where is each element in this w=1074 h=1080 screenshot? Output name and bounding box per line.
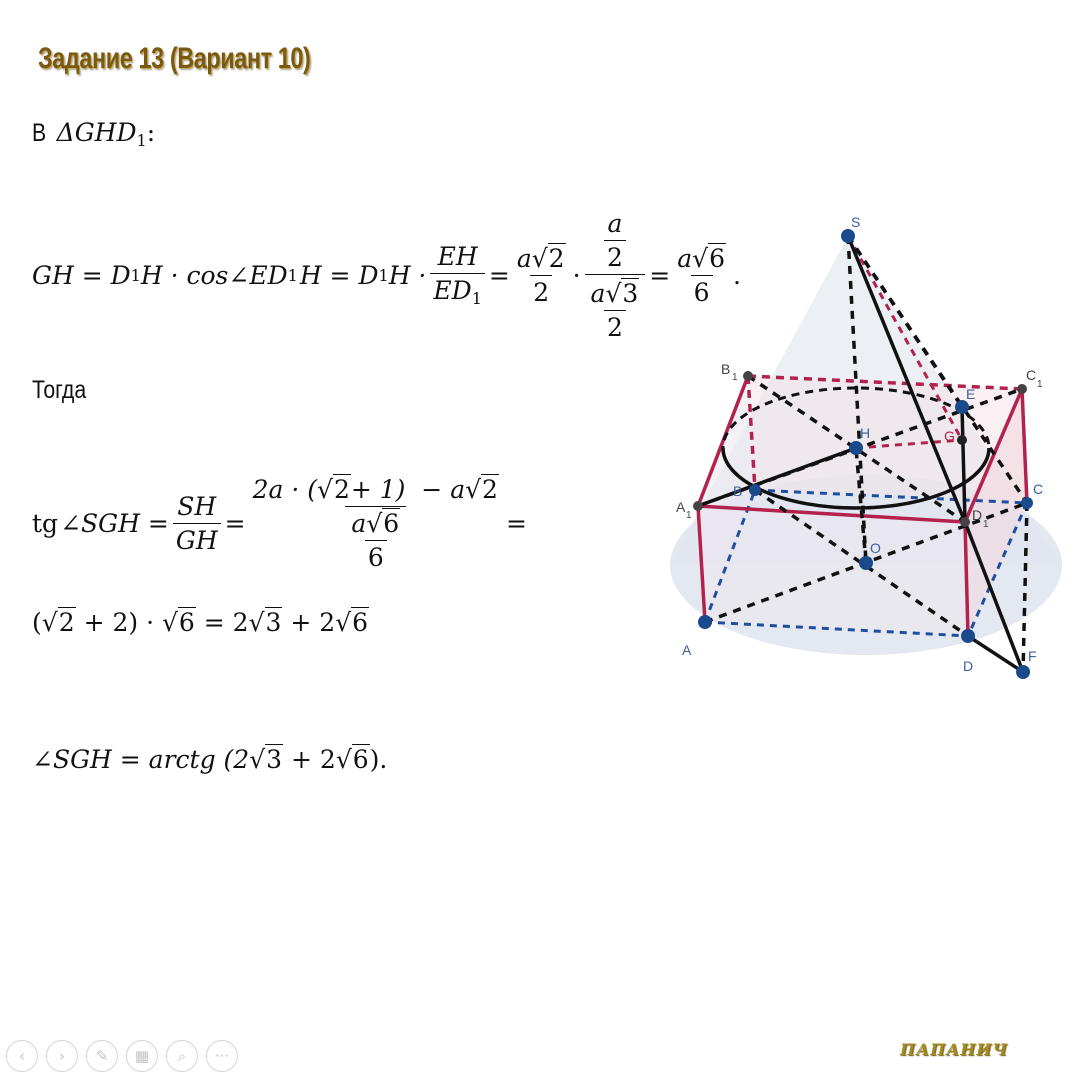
eq2-frac1-num: SH xyxy=(177,491,217,521)
line1-sub: 1 xyxy=(136,131,147,150)
point-e xyxy=(955,400,969,414)
eq1-frac4-den: 6 xyxy=(691,275,713,307)
point-a xyxy=(698,615,712,629)
grid-icon: ▦ xyxy=(134,1047,150,1065)
equation-product: (√2 + 2) · √6 = 2√3 + 2√6 xyxy=(32,608,369,637)
label-c1: C xyxy=(1026,367,1037,383)
eq4-root1: 3 xyxy=(266,745,283,774)
point-c xyxy=(1021,497,1033,509)
point-d1 xyxy=(960,517,970,527)
slide-grid-button[interactable] xyxy=(126,1040,158,1072)
eq1-frac3-den-den: 2 xyxy=(604,310,626,342)
eq4-root2: 6 xyxy=(352,745,369,774)
line1-prefix: В xyxy=(32,119,47,147)
line1-suffix: : xyxy=(146,118,156,147)
eq1-frac2-root: 2 xyxy=(548,243,565,273)
eq2-big-fraction: $\frac{2a \cdot (√2+ 1) - a√2}{\frac{a√6}{6}}$ xyxy=(252,474,498,572)
eq3-root1: 2 xyxy=(58,608,75,637)
label-d1-sub: 1 xyxy=(983,519,989,530)
label-b1: B xyxy=(721,361,731,377)
eq4-c: ). xyxy=(369,745,388,774)
label-g: G xyxy=(944,428,955,444)
eq1-part4: H · xyxy=(388,260,427,290)
eq1-fraction-result: $\frac{a√6}{6}$ xyxy=(677,243,725,307)
label-d1: D xyxy=(972,507,983,523)
pen-tool-button[interactable] xyxy=(86,1040,118,1072)
eq2-frac1-den: GH xyxy=(175,525,218,555)
eq1-frac3-den-root: 3 xyxy=(622,278,639,308)
eq2-num-a: 2a · ( xyxy=(252,474,318,504)
eq1-sub2: 1 xyxy=(287,265,298,285)
next-slide-button[interactable] xyxy=(46,1040,78,1072)
next-icon: › xyxy=(59,1047,65,1065)
author-logo: ПАПАНИЧ xyxy=(900,1040,1009,1059)
point-c1 xyxy=(1017,384,1027,394)
eq4-b: + 2 xyxy=(291,745,336,774)
eq1-fraction-a-root2: $\frac{a√2}{2}$ xyxy=(516,243,565,307)
point-g xyxy=(957,435,967,445)
eq4-a: ∠SGH = arctg (2 xyxy=(32,745,250,774)
eq2-angle: ∠SGH xyxy=(60,508,140,538)
eq1-period: . xyxy=(732,260,741,290)
eq1-part3: H = D xyxy=(299,260,379,290)
eq3-b: + 2) · xyxy=(83,608,155,637)
eq1-frac1-num: EH xyxy=(437,242,478,271)
eq1-dot: · xyxy=(572,260,581,290)
eq2-den-den: 6 xyxy=(365,540,387,572)
eq1-sub3: 1 xyxy=(378,265,389,285)
label-a: A xyxy=(682,642,692,658)
prev-slide-button[interactable] xyxy=(6,1040,38,1072)
eq1-frac3-num-den: 2 xyxy=(604,240,626,272)
point-d xyxy=(961,629,975,643)
eq2-den-root: 6 xyxy=(383,508,400,538)
point-h xyxy=(849,441,863,455)
label-o: O xyxy=(870,540,881,556)
line1-math: ΔGHD xyxy=(56,118,137,147)
eq2-equals: = xyxy=(147,508,169,538)
eq3-root2: 6 xyxy=(178,608,195,637)
eq1-part2: H · cos∠ED xyxy=(140,260,288,290)
eq1-equals: = xyxy=(488,260,510,290)
label-f: F xyxy=(1028,648,1037,664)
eq2-equals2: = xyxy=(224,508,246,538)
point-o xyxy=(859,556,873,570)
eq1-frac4-a: a xyxy=(677,243,693,273)
eq1-frac1-den: ED xyxy=(433,276,472,305)
label-c: C xyxy=(1033,481,1044,497)
eq1-equals2: = xyxy=(649,260,671,290)
eq3-root3: 3 xyxy=(265,608,282,637)
then-text: Тогда xyxy=(32,376,87,404)
eq1-sub1: 1 xyxy=(130,265,141,285)
label-c1-sub: 1 xyxy=(1037,379,1043,390)
eq2-num-b: + 1) − a xyxy=(350,474,466,504)
eq3-d: + 2 xyxy=(290,608,336,637)
eq1-frac2-a: a xyxy=(516,243,532,273)
more-icon: ··· xyxy=(214,1047,230,1065)
prev-icon: ‹ xyxy=(19,1047,25,1065)
eq1-complex-fraction: $\frac{\frac{a}{2}}{\frac{a√3}{2}}$ xyxy=(585,209,646,342)
eq2-tg: tg xyxy=(32,508,59,538)
label-a1: A xyxy=(676,499,686,515)
eq3-open: ( xyxy=(32,608,42,637)
eq2-num-root: 2 xyxy=(333,474,350,504)
eq2-num-root-b: 2 xyxy=(482,474,498,504)
slide-toolbar xyxy=(6,1040,238,1072)
eq1-frac3-den-a: a xyxy=(590,278,606,308)
label-a1-sub: 1 xyxy=(686,510,692,521)
zoom-icon: ⌕ xyxy=(177,1047,187,1065)
point-f xyxy=(1016,665,1030,679)
label-h: H xyxy=(860,425,871,441)
label-d: D xyxy=(963,658,974,674)
zoom-button[interactable] xyxy=(166,1040,198,1072)
eq1-frac1-den-sub: 1 xyxy=(471,289,482,308)
point-b xyxy=(749,484,761,496)
eq1-frac2-den: 2 xyxy=(530,275,552,307)
label-s: S xyxy=(851,214,861,230)
point-a1 xyxy=(693,501,703,511)
eq2-equals3: = xyxy=(505,508,527,538)
label-b1-sub: 1 xyxy=(732,372,738,383)
more-options-button[interactable] xyxy=(206,1040,238,1072)
pen-icon: ✎ xyxy=(95,1047,109,1065)
eq1-frac3-num-a: a xyxy=(607,208,623,238)
eq3-root4: 6 xyxy=(352,608,369,637)
label-e: E xyxy=(966,386,976,402)
slide-title: Задание 13 (Вариант 10) xyxy=(38,42,311,75)
equation-answer: ∠SGH = arctg (2√3 + 2√6). xyxy=(32,745,388,774)
eq3-c: = 2 xyxy=(203,608,249,637)
label-b: B xyxy=(733,483,743,499)
eq1-frac4-root: 6 xyxy=(709,243,725,273)
point-b1 xyxy=(743,371,753,381)
eq1-lhs: GH = D xyxy=(32,260,131,290)
point-s xyxy=(841,229,855,243)
eq2-den-a: a xyxy=(351,508,367,538)
